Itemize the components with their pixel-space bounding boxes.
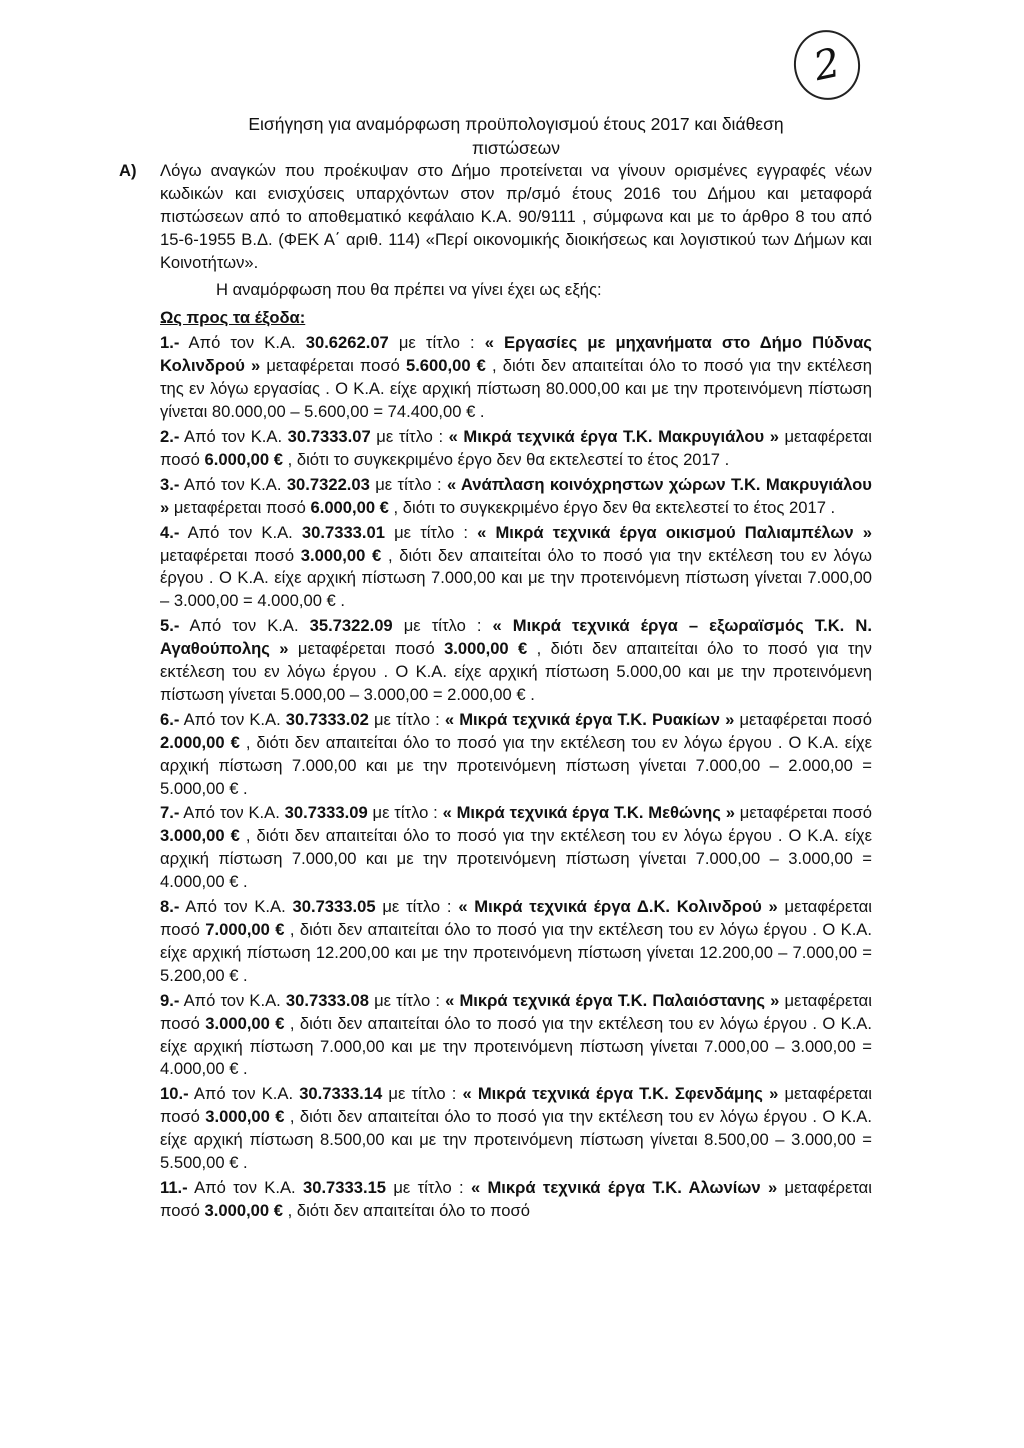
- entry-number: 6.-: [160, 709, 180, 729]
- intro-paragraph: [119, 160, 872, 275]
- entry-transfer: μεταφέρεται ποσό: [160, 1177, 872, 1220]
- entry-title: « Μικρά τεχνικά έργα Τ.Κ. Σφενδάμης »: [462, 1084, 779, 1104]
- entry-number: 7.-: [160, 803, 180, 823]
- entry-amount: 3.000,00 €: [300, 545, 382, 565]
- entry-from: Από τον Κ.Α.: [194, 1177, 296, 1197]
- entry-rest: , διότι το συγκεκριμένο έργο δεν θα εκτελεστεί το έτος 2017 .: [393, 497, 836, 517]
- entry-number: 9.-: [160, 990, 180, 1010]
- entry-amount: 7.000,00 €: [205, 920, 285, 939]
- list-item: [160, 474, 872, 520]
- document-body: [119, 112, 872, 1223]
- entry-title: « Μικρά τεχνικά έργα Δ.Κ. Κολινδρού »: [458, 897, 778, 917]
- entry-title: « Μικρά τεχνικά έργα Τ.Κ. Αλωνίων »: [470, 1177, 778, 1197]
- entry-rest: , διότι δεν απαιτείται όλο το ποσό για την εκτέλεση του εν λόγω έργου . Ο Κ.Α. είχε αρχική πίστωση 7.000,00 και με την προτεινόμενη πίστωση γίνεται 7.000,00 – 3.000,00 = 4.000,00 € .: [160, 1013, 872, 1079]
- entry-code: 30.7333.09: [284, 803, 368, 823]
- entry-code: 30.7333.02: [285, 709, 369, 729]
- section-heading: Ως προς τα έξοδα:: [160, 308, 306, 328]
- entry-number: 3.-: [160, 474, 180, 494]
- entry-number: 2.-: [160, 426, 180, 446]
- entry-code: 30.7333.01: [301, 522, 385, 542]
- title-line-1: Εισήγηση για αναμόρφωση προϋπολογισμού έτους 2017 και διάθεση: [248, 114, 784, 134]
- entry-transfer: μεταφέρεται ποσό: [160, 426, 872, 469]
- entry-title-prefix: με τίτλο :: [374, 990, 440, 1010]
- page-number-text: 2: [809, 39, 845, 91]
- entry-from: Από τον Κ.Α.: [183, 803, 280, 823]
- entry-from: Από τον Κ.Α.: [184, 426, 283, 446]
- list-item: [160, 709, 872, 801]
- entry-number: 5.-: [160, 616, 180, 636]
- entry-title-prefix: με τίτλο :: [376, 426, 444, 446]
- entry-rest: , διότι δεν απαιτείται όλο το ποσό για την εκτέλεση του εν λόγω έργου . Ο Κ.Α. είχε αρχική πίστωση 5.000,00 και με την προτεινόμενη πίστωση γίνεται 5.000,00 – 3.000,00 = 2.000,00 € .: [160, 639, 872, 704]
- entry-transfer: μεταφέρεται ποσό: [297, 639, 435, 659]
- list-item: [160, 1177, 872, 1223]
- list-item: [160, 1083, 872, 1175]
- entry-title: « Μικρά τεχνικά έργα Τ.Κ. Παλαιόστανης »: [445, 990, 780, 1010]
- entry-title: « Ανάπλαση κοινόχρηστων χώρων Τ.Κ. Μακρυγιάλου »: [160, 474, 872, 517]
- entry-from: Από τον Κ.Α.: [193, 1084, 294, 1104]
- document-title: [160, 112, 872, 160]
- entry-title-prefix: με τίτλο :: [372, 803, 438, 823]
- entry-rest: , διότι δεν απαιτείται όλο το ποσό για την εκτέλεση του εν λόγω έργου . Ο Κ.Α. είχε αρχική πίστωση 7.000,00 και με την προτεινόμενη πίστωση γίνεται 7.000,00 – 3.000,00 = 4.000,00 € .: [160, 545, 872, 611]
- entry-number: 1.-: [160, 333, 180, 353]
- entry-rest: , διότι δεν απαιτείται όλο το ποσό για την εκτέλεση του εν λόγω έργου . Ο Κ.Α. είχε αρχική πίστωση 8.500,00 και με την προτεινόμενη πίστωση γίνεται 8.500,00 – 3.000,00 = 5.500,00 € .: [160, 1107, 872, 1173]
- entry-title: « Μικρά τεχνικά έργα οικισμού Παλιαμπέλων »: [477, 522, 872, 542]
- list-item: [160, 802, 872, 894]
- entry-amount: 3.000,00 €: [160, 826, 240, 846]
- entry-title-prefix: με τίτλο :: [398, 333, 475, 353]
- entry-code: 30.7333.15: [302, 1177, 387, 1197]
- entry-transfer: μεταφέρεται ποσό: [173, 497, 306, 517]
- intro-label: Α): [119, 161, 137, 180]
- entry-title-prefix: με τίτλο :: [388, 1084, 457, 1104]
- entry-code: 30.7333.08: [285, 990, 369, 1010]
- entry-from: Από τον Κ.Α.: [183, 990, 281, 1010]
- entry-title: « Μικρά τεχνικά έργα Τ.Κ. Ρυακίων »: [444, 709, 735, 729]
- entry-amount: 6.000,00 €: [310, 497, 389, 517]
- entry-amount: 3.000,00 €: [205, 1107, 285, 1127]
- entry-rest: , διότι δεν απαιτείται όλο το ποσό για την εκτέλεση του εν λόγω έργου . Ο Κ.Α. είχε αρχική πίστωση 7.000,00 και με την προτεινόμενη πίστωση γίνεται 7.000,00 – 3.000,00 = 4.000,00 € .: [160, 826, 872, 892]
- entry-title: « Μικρά τεχνικά έργα Τ.Κ. Μακρυγιάλου »: [448, 426, 779, 446]
- list-item: [160, 332, 872, 424]
- list-item: [160, 522, 872, 614]
- entry-code: 30.7333.07: [287, 426, 371, 446]
- entry-number: 4.-: [160, 522, 180, 542]
- entry-from: Από τον Κ.Α.: [189, 616, 299, 636]
- list-item: [160, 426, 872, 472]
- entry-amount: 5.600,00 €: [405, 356, 486, 376]
- list-item: [160, 990, 872, 1082]
- entry-rest: , διότι δεν απαιτείται όλο το ποσό για την εκτέλεση του εν λόγω έργου . Ο Κ.Α. είχε αρχική πίστωση 12.200,00 και με την προτεινόμενη πίστωση γίνεται 12.200,00 – 7.000,00 = 5.200,00 € .: [160, 920, 872, 985]
- entry-amount: 3.000,00 €: [204, 1200, 283, 1220]
- entry-amount: 2.000,00 €: [160, 732, 240, 752]
- entry-from: Από τον Κ.Α.: [185, 897, 286, 917]
- entry-transfer: μεταφέρεται ποσό: [160, 897, 872, 939]
- entry-from: Από τον Κ.Α.: [187, 522, 293, 542]
- page-number: [787, 24, 866, 106]
- entry-transfer: μεταφέρεται ποσό: [160, 545, 295, 565]
- entry-from: Από τον Κ.Α.: [183, 709, 281, 729]
- entry-title-prefix: με τίτλο :: [394, 522, 468, 542]
- entry-title-prefix: με τίτλο :: [375, 474, 442, 494]
- entry-title-prefix: με τίτλο :: [373, 709, 440, 729]
- entries-list: [160, 332, 872, 1222]
- entry-transfer: μεταφέρεται ποσό: [160, 990, 872, 1033]
- entry-amount: 3.000,00 €: [444, 639, 528, 659]
- title-line-2: πιστώσεων: [471, 138, 561, 158]
- entry-from: Από τον Κ.Α.: [188, 333, 296, 353]
- entry-amount: 3.000,00 €: [205, 1013, 285, 1033]
- entry-title-prefix: με τίτλο :: [403, 616, 482, 636]
- entry-rest: , διότι δεν απαιτείται όλο το ποσό για την εκτέλεση του εν λόγω έργου . Ο Κ.Α. είχε αρχική πίστωση 7.000,00 και με την προτεινόμενη πίστωση γίνεται 7.000,00 – 2.000,00 = 5.000,00 € .: [160, 732, 872, 798]
- list-item: [160, 896, 872, 988]
- entry-code: 30.7333.14: [299, 1084, 383, 1104]
- entry-code: 30.6262.07: [305, 333, 389, 353]
- list-item: [160, 615, 872, 707]
- entry-rest: , διότι το συγκεκριμένο έργο δεν θα εκτελεστεί το έτος 2017 .: [287, 449, 730, 469]
- entry-code: 30.7333.05: [292, 897, 376, 917]
- entry-amount: 6.000,00 €: [204, 449, 283, 469]
- entry-transfer: μεταφέρεται ποσό: [160, 1084, 872, 1127]
- entry-number: 11.-: [160, 1177, 188, 1197]
- entry-title: « Μικρά τεχνικά έργα – εξωραϊσμός Τ.Κ. Ν. Αγαθούπολης »: [160, 616, 872, 659]
- entry-rest: , διότι δεν απαιτείται όλο το ποσό για την εκτέλεση της εν λόγω εργασίας . Ο Κ.Α. είχε αρχική πίστωση 80.000,00 και με την προτεινόμενη πίστωση γίνεται 80.000,00 – 5.600,00 = 74.400,00 € .: [160, 356, 872, 422]
- entry-title: « Μικρά τεχνικά έργα Τ.Κ. Μεθώνης »: [442, 803, 735, 823]
- entry-transfer: μεταφέρεται ποσό: [266, 356, 400, 376]
- entry-title-prefix: με τίτλο :: [393, 1177, 464, 1197]
- entry-title-prefix: με τίτλο :: [382, 897, 452, 917]
- entry-from: Από τον Κ.Α.: [183, 474, 282, 494]
- entry-number: 10.-: [160, 1084, 189, 1104]
- entry-transfer: μεταφέρεται ποσό: [739, 803, 872, 823]
- entry-rest: , διότι δεν απαιτείται όλο το ποσό: [287, 1200, 530, 1220]
- intro-text: Λόγω αναγκών που προέκυψαν στο Δήμο προτείνεται να γίνουν ορισμένες εγγραφές νέων κωδικών και ενισχύσεις υπαρχόντων στον πρ/σμό έτους 2016 του Δήμου και μεταφορά πιστώσεων από το αποθεματικό κεφάλαιο Κ.Α. 90/9111 , σύμφωνα και με το άρθρο 8 του από 15-6-1955 Β.Δ. (ΦΕΚ Α΄ αριθ. 114) «Περί οικονομικής διοικήσεως και λογιστικού των Δήμων και Κοινοτήτων».: [160, 161, 872, 272]
- entry-code: 30.7322.03: [286, 474, 370, 494]
- reform-line: Η αναμόρφωση που θα πρέπει να γίνει έχει ως εξής:: [216, 279, 602, 299]
- entry-number: 8.-: [160, 897, 180, 917]
- entry-code: 35.7322.09: [309, 616, 393, 636]
- entry-title: « Εργασίες με μηχανήματα στο Δήμο Πύδνας Κολινδρού »: [160, 333, 872, 376]
- entry-transfer: μεταφέρεται ποσό: [739, 709, 872, 729]
